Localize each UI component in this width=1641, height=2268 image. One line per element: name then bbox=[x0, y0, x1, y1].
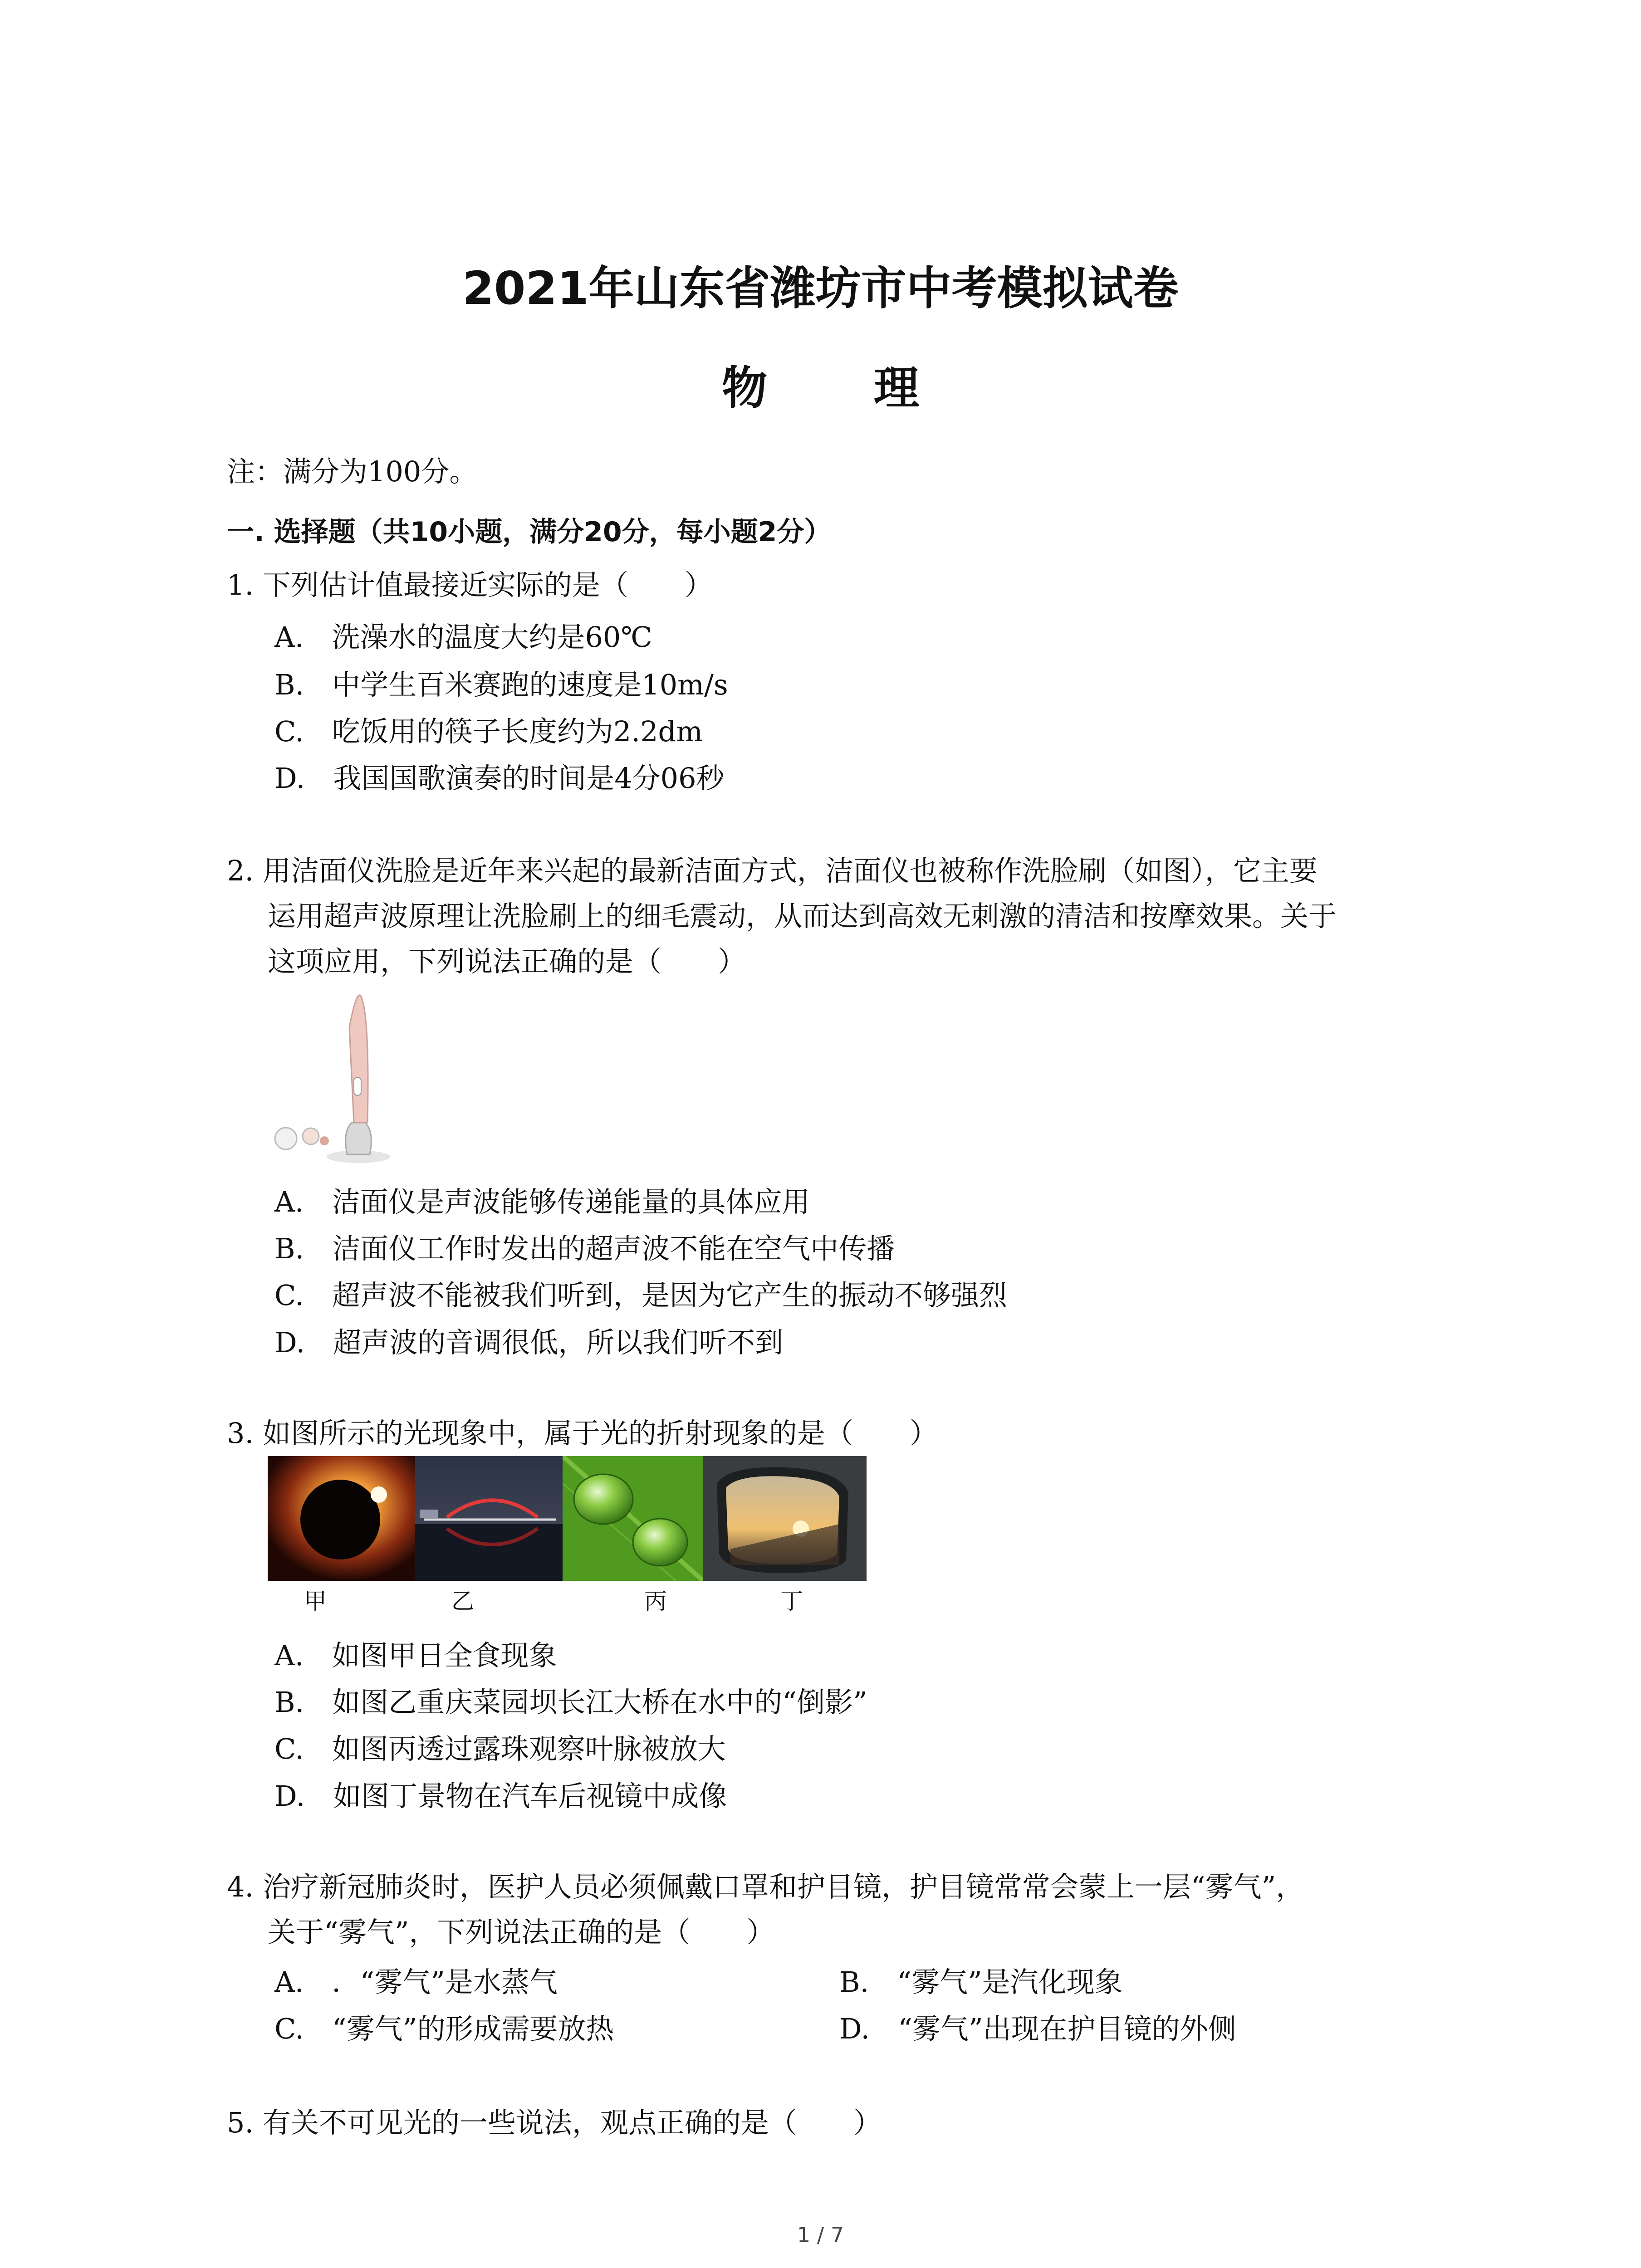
photo-bridge-reflection bbox=[415, 1456, 563, 1581]
q1-option-d: D. 我国国歌演奏的时间是4分06秒 bbox=[274, 762, 725, 795]
q2-option-b: B. 洁面仪工作时发出的超声波不能在空气中传播 bbox=[274, 1232, 895, 1265]
question-2-stem-line-1: 2. 用洁面仪洗脸是近年来兴起的最新洁面方式，洁面仪也被称作洗脸刷（如图），它主要 bbox=[227, 854, 1318, 887]
q2-option-a: A. 洁面仪是声波能够传递能量的具体应用 bbox=[274, 1185, 810, 1218]
q2-option-c: C. 超声波不能被我们听到，是因为它产生的振动不够强烈 bbox=[274, 1279, 1007, 1312]
q3-option-a: A. 如图甲日全食现象 bbox=[274, 1639, 557, 1672]
exam-title: 2021年山东省潍坊市中考模拟试卷 bbox=[462, 262, 1179, 315]
q2-option-d: D. 超声波的音调很低，所以我们听不到 bbox=[274, 1326, 784, 1359]
caption-yi: 乙 bbox=[451, 1588, 474, 1614]
photo-solar-eclipse bbox=[268, 1456, 415, 1581]
q3-option-b: B. 如图乙重庆菜园坝长江大桥在水中的“倒影” bbox=[274, 1686, 867, 1719]
subject-title: 物 理 bbox=[722, 362, 965, 415]
question-5-stem: 5. 有关不可见光的一些说法，观点正确的是（ ） bbox=[227, 2106, 882, 2139]
q1-option-a: A. 洗澡水的温度大约是60℃ bbox=[274, 621, 652, 654]
page-number: 1 / 7 bbox=[797, 2223, 844, 2247]
question-2-stem-line-3: 这项应用，下列说法正确的是（ ） bbox=[268, 945, 746, 978]
photo-dew-drops bbox=[563, 1456, 703, 1581]
q4-option-d: D. “雾气”出现在护目镜的外侧 bbox=[839, 2012, 1236, 2045]
question-3-stem: 3. 如图所示的光现象中，属于光的折射现象的是（ ） bbox=[227, 1417, 938, 1450]
q4-option-b: B. “雾气”是汽化现象 bbox=[839, 1965, 1123, 1999]
question-4-stem-line-1: 4. 治疗新冠肺炎时，医护人员必须佩戴口罩和护目镜，护目镜常常会蒙上一层“雾气”， bbox=[227, 1870, 1304, 1903]
caption-jia: 甲 bbox=[304, 1588, 327, 1614]
facial-cleanser-image bbox=[268, 987, 404, 1168]
question-1-stem: 1. 下列估计值最接近实际的是（ ） bbox=[227, 568, 713, 601]
q3-option-c: C. 如图丙透过露珠观察叶脉被放大 bbox=[274, 1732, 726, 1765]
q1-option-c: C. 吃饭用的筷子长度约为2.2dm bbox=[274, 715, 703, 748]
photo-car-mirror bbox=[703, 1456, 867, 1581]
q3-option-d: D. 如图丁景物在汽车后视镜中成像 bbox=[274, 1779, 727, 1813]
q4-option-a: A. ．“雾气”是水蒸气 bbox=[274, 1965, 558, 1999]
question-2-stem-line-2: 运用超声波原理让洗脸刷上的细毛震动，从而达到高效无刺激的清洁和按摩效果。关于 bbox=[268, 899, 1337, 933]
section-title: 一. 选择题（共10小题，满分20分，每小题2分） bbox=[227, 516, 832, 548]
caption-ding: 丁 bbox=[780, 1588, 803, 1614]
question-4-stem-line-2: 关于“雾气”，下列说法正确的是（ ） bbox=[268, 1916, 775, 1949]
q4-option-c: C. “雾气”的形成需要放热 bbox=[274, 2012, 614, 2045]
score-note: 注：满分为100分。 bbox=[227, 455, 478, 488]
q1-option-b: B. 中学生百米赛跑的速度是10m/s bbox=[274, 668, 728, 701]
caption-bing: 丙 bbox=[644, 1588, 667, 1614]
